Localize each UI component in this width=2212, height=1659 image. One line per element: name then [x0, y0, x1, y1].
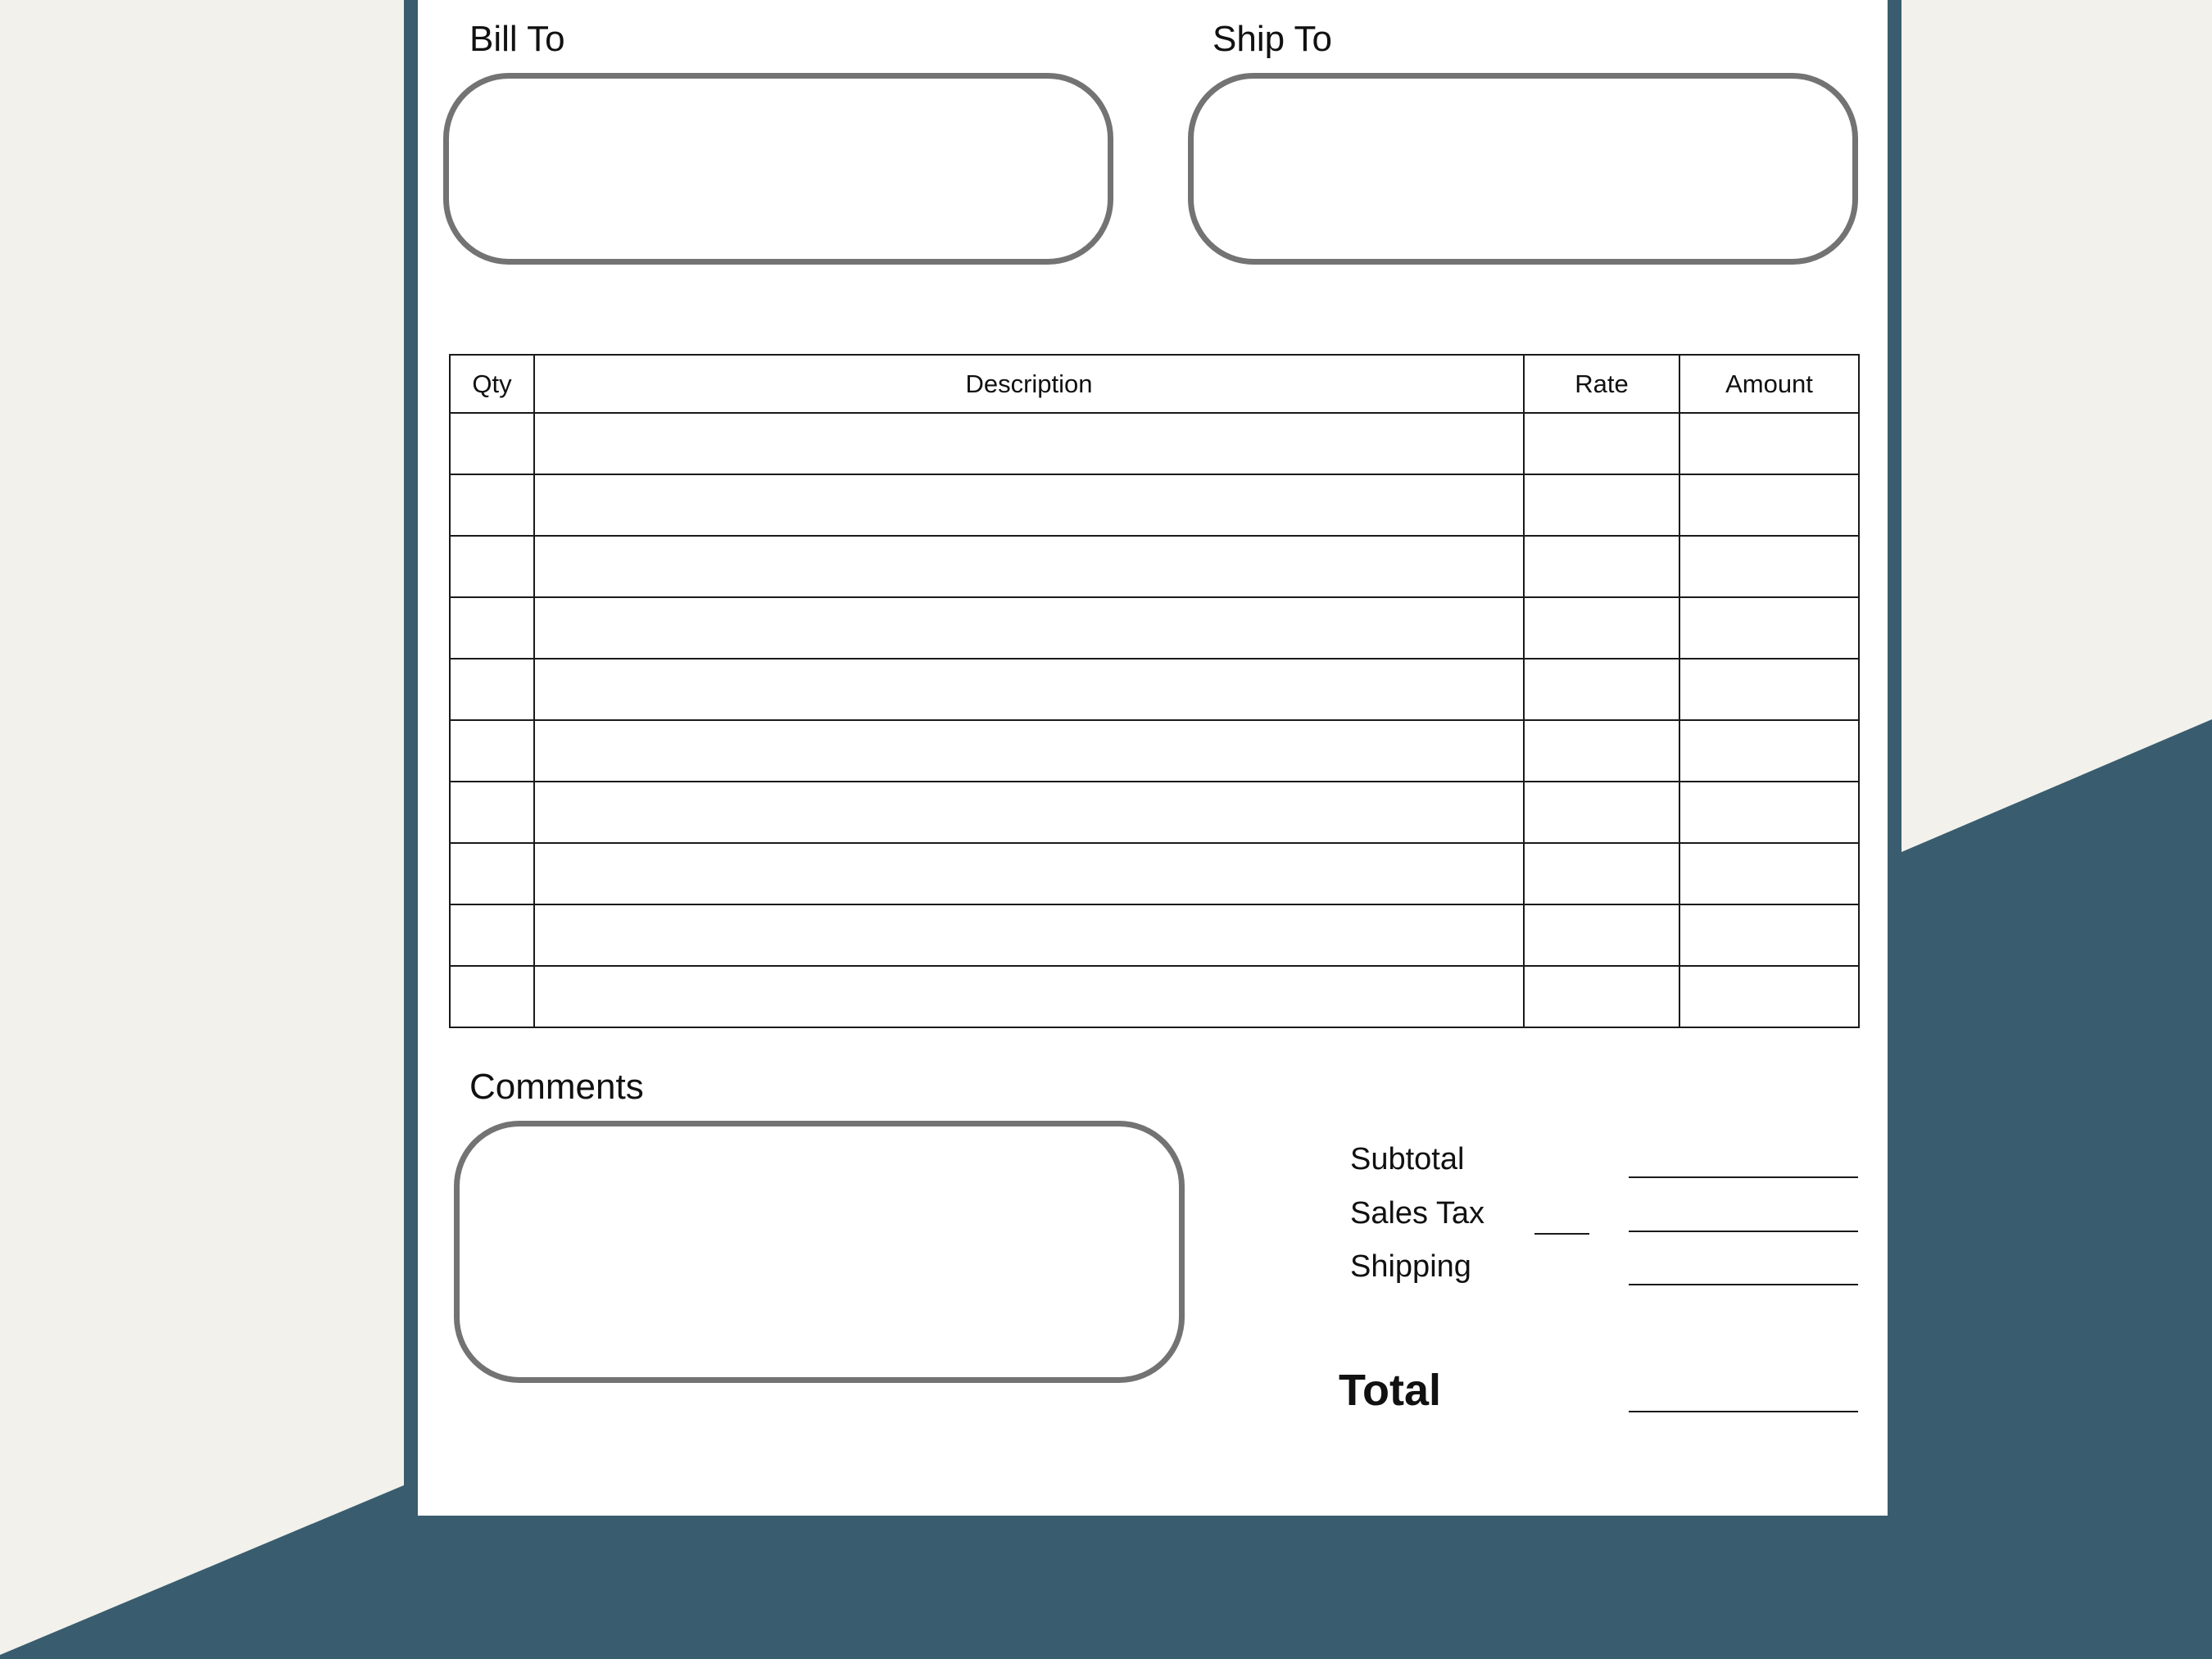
- rate-cell[interactable]: [1524, 720, 1679, 782]
- description-cell[interactable]: [534, 904, 1524, 966]
- shipping-line[interactable]: [1629, 1284, 1858, 1285]
- table-row: [450, 474, 1859, 536]
- subtotal-line[interactable]: [1629, 1176, 1858, 1178]
- rate-cell[interactable]: [1524, 782, 1679, 843]
- rate-cell[interactable]: [1524, 966, 1679, 1027]
- total-label: Total: [1339, 1366, 1441, 1415]
- description-cell[interactable]: [534, 843, 1524, 904]
- description-cell[interactable]: [534, 474, 1524, 536]
- amount-cell[interactable]: [1679, 782, 1859, 843]
- table-row: [450, 597, 1859, 659]
- table-row: [450, 843, 1859, 904]
- qty-cell[interactable]: [450, 474, 534, 536]
- qty-cell[interactable]: [450, 720, 534, 782]
- qty-cell[interactable]: [450, 782, 534, 843]
- description-cell[interactable]: [534, 413, 1524, 474]
- rate-cell[interactable]: [1524, 843, 1679, 904]
- subtotal-label: Subtotal: [1350, 1142, 1465, 1176]
- rate-cell[interactable]: [1524, 413, 1679, 474]
- table-row: [450, 966, 1859, 1027]
- amount-cell[interactable]: [1679, 843, 1859, 904]
- description-cell[interactable]: [534, 536, 1524, 597]
- table-row: [450, 413, 1859, 474]
- amount-cell[interactable]: [1679, 966, 1859, 1027]
- bill-to-label: Bill To: [469, 19, 565, 59]
- table-row: [450, 659, 1859, 720]
- table-row: [450, 904, 1859, 966]
- description-cell[interactable]: [534, 782, 1524, 843]
- amount-cell[interactable]: [1679, 720, 1859, 782]
- table-row: [450, 536, 1859, 597]
- qty-cell[interactable]: [450, 413, 534, 474]
- sales-tax-label: Sales Tax: [1350, 1196, 1485, 1231]
- rate-cell[interactable]: [1524, 536, 1679, 597]
- table-row: [450, 720, 1859, 782]
- amount-cell[interactable]: [1679, 659, 1859, 720]
- total-line[interactable]: [1629, 1411, 1858, 1412]
- qty-header: Qty: [450, 355, 534, 413]
- ship-to-label: Ship To: [1213, 19, 1332, 59]
- amount-header: Amount: [1679, 355, 1859, 413]
- line-items-table: [449, 354, 1860, 1028]
- qty-cell[interactable]: [450, 597, 534, 659]
- rate-cell[interactable]: [1524, 904, 1679, 966]
- amount-cell[interactable]: [1679, 904, 1859, 966]
- qty-cell[interactable]: [450, 966, 534, 1027]
- description-header: Description: [534, 355, 1524, 413]
- sales-tax-rate-line[interactable]: [1534, 1233, 1589, 1235]
- qty-cell[interactable]: [450, 659, 534, 720]
- qty-cell[interactable]: [450, 904, 534, 966]
- amount-cell[interactable]: [1679, 597, 1859, 659]
- description-cell[interactable]: [534, 720, 1524, 782]
- description-cell[interactable]: [534, 597, 1524, 659]
- table-header-row: [450, 355, 1859, 413]
- bill-to-box[interactable]: [443, 73, 1113, 265]
- rate-cell[interactable]: [1524, 474, 1679, 536]
- amount-cell[interactable]: [1679, 536, 1859, 597]
- amount-cell[interactable]: [1679, 413, 1859, 474]
- rate-header: Rate: [1524, 355, 1679, 413]
- comments-label: Comments: [469, 1067, 644, 1107]
- sales-tax-line[interactable]: [1629, 1231, 1858, 1232]
- qty-cell[interactable]: [450, 536, 534, 597]
- description-cell[interactable]: [534, 659, 1524, 720]
- table-row: [450, 782, 1859, 843]
- rate-cell[interactable]: [1524, 659, 1679, 720]
- shipping-label: Shipping: [1350, 1249, 1471, 1284]
- description-cell[interactable]: [534, 966, 1524, 1027]
- qty-cell[interactable]: [450, 843, 534, 904]
- comments-box[interactable]: [454, 1121, 1185, 1383]
- ship-to-box[interactable]: [1188, 73, 1858, 265]
- amount-cell[interactable]: [1679, 474, 1859, 536]
- rate-cell[interactable]: [1524, 597, 1679, 659]
